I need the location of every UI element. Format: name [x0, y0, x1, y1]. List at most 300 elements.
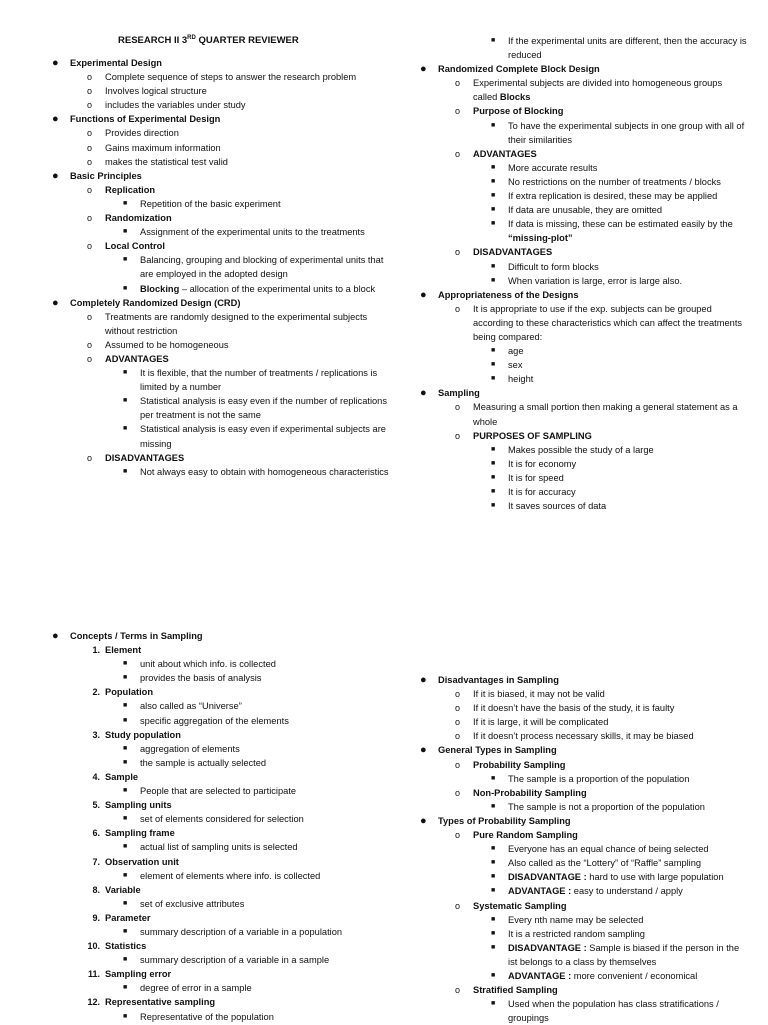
list-item	[50, 770, 390, 784]
item-text: Provides direction	[105, 128, 179, 139]
list-item	[50, 671, 390, 685]
item-heading: Element	[105, 645, 142, 656]
list-item	[50, 422, 390, 450]
item-heading: Study population	[105, 729, 181, 740]
item-text: If data is missing, these can be estimated easily by the	[508, 219, 733, 230]
list-item	[418, 189, 748, 203]
bullet-icon: ■	[123, 467, 128, 475]
bullet-icon: ●	[420, 387, 427, 400]
list-item	[50, 883, 390, 897]
item-text: More accurate results	[508, 162, 598, 173]
list-item	[50, 197, 390, 211]
bullet-icon: o	[455, 717, 461, 728]
list-item	[418, 245, 748, 259]
list-number: 12.	[87, 997, 100, 1008]
item-text: specific aggregation of the elements	[140, 715, 289, 726]
list-item	[418, 927, 748, 941]
bullet-icon: ■	[491, 206, 496, 214]
list-item	[418, 941, 748, 969]
list-item	[418, 870, 748, 884]
item-text: unit about which info. is collected	[140, 659, 276, 670]
list-item	[50, 911, 390, 925]
item-heading: Sampling error	[105, 969, 172, 980]
list-item	[418, 471, 748, 485]
item-heading: ADVANTAGES	[105, 353, 169, 364]
bullet-icon: o	[87, 100, 93, 111]
list-item	[418, 104, 748, 118]
item-heading: Basic Principles	[70, 170, 142, 181]
item-heading: Stratified Sampling	[473, 985, 558, 996]
bullet-icon: ●	[52, 113, 59, 126]
list-item	[418, 62, 748, 76]
item-heading: Non-Probability Sampling	[473, 787, 587, 798]
item-heading: Systematic Sampling	[473, 900, 567, 911]
list-item	[50, 296, 390, 310]
list-item	[50, 657, 390, 671]
bullet-icon: ●	[420, 744, 427, 757]
item-text: Gains maximum information	[105, 142, 221, 153]
list-number: 4.	[92, 771, 100, 782]
bullet-icon: ■	[491, 943, 496, 951]
list-item	[418, 673, 748, 687]
bullet-icon: ●	[52, 57, 59, 69]
item-text: provides the basis of analysis	[140, 673, 262, 684]
list-item	[418, 743, 748, 757]
list-item	[418, 899, 748, 913]
item-text: height	[508, 374, 534, 385]
item-text: It is appropriate to use if the exp. subjects can be grouped according to these characteristics which can affect the treatments being compared:	[473, 303, 743, 342]
item-text: If data are unusable, they are omitted	[508, 205, 663, 216]
bullet-icon: ●	[420, 63, 427, 76]
list-item	[50, 352, 390, 366]
item-heading: Sampling units	[105, 800, 172, 811]
list-item	[418, 302, 748, 344]
item-text: If extra replication is desired, these may be applied	[508, 191, 718, 202]
item-text: It is a restricted random sampling	[508, 928, 645, 939]
column-4	[418, 673, 748, 1025]
bullet-icon: ■	[491, 220, 496, 228]
bullet-icon: o	[455, 689, 461, 700]
item-heading: Functions of Experimental Design	[70, 114, 221, 125]
item-emphasis: Blocks	[499, 92, 531, 103]
item-text: Repetition of the basic experiment	[140, 198, 281, 209]
bullet-icon: ■	[491, 915, 496, 923]
bullet-icon: ■	[123, 199, 128, 207]
list-item	[50, 953, 390, 967]
list-item	[418, 485, 748, 499]
item-text: Balancing, grouping and blocking of experimental units that are employed in the adopted design	[140, 255, 384, 280]
bullet-icon: ■	[491, 1000, 496, 1008]
item-text: summary description of a variable in a sample	[140, 955, 330, 966]
list-item	[418, 217, 748, 245]
item-text: Measuring a small portion then making a general statement as a whole	[473, 402, 738, 427]
bullet-icon: ■	[123, 843, 128, 851]
item-text: The sample is not a proportion of the population	[508, 801, 705, 812]
bullet-icon: ■	[491, 845, 496, 853]
list-item	[50, 826, 390, 840]
bullet-icon: ■	[491, 929, 496, 937]
bullet-icon: o	[455, 787, 461, 798]
item-heading: Sampling	[438, 388, 480, 399]
item-heading: PURPOSES OF SAMPLING	[473, 430, 592, 441]
bullet-icon: o	[87, 72, 93, 83]
bullet-icon: ●	[420, 674, 427, 686]
bullet-icon: o	[455, 78, 461, 89]
item-text: Difficult to form blocks	[508, 261, 599, 272]
bullet-icon: ■	[491, 361, 496, 369]
list-item	[418, 499, 748, 513]
bullet-icon: ■	[491, 177, 496, 185]
bullet-icon: ■	[491, 859, 496, 867]
item-text: If it is large, it will be complicated	[473, 717, 609, 728]
list-item	[418, 828, 748, 842]
list-item	[50, 784, 390, 798]
bullet-icon: ■	[123, 899, 128, 907]
list-item	[418, 687, 748, 701]
list-item	[418, 969, 748, 983]
bullet-icon: ■	[491, 37, 496, 44]
bullet-icon: ■	[491, 121, 496, 129]
bullet-icon: ■	[491, 802, 496, 810]
item-text: No restrictions on the number of treatments / blocks	[508, 176, 721, 187]
bullet-icon: ■	[491, 473, 496, 481]
item-text: Sample is biased if the person in the ist belongs to a class by themselves	[508, 942, 740, 967]
list-item	[418, 344, 748, 358]
item-text: the sample is actually selected	[140, 757, 267, 768]
list-item	[50, 465, 390, 479]
list-number: 11.	[87, 969, 100, 980]
list-item	[418, 913, 748, 927]
list-item	[50, 756, 390, 770]
list-item	[418, 786, 748, 800]
bullet-icon: o	[455, 985, 461, 996]
list-item	[418, 800, 748, 814]
bullet-icon: o	[455, 703, 461, 714]
item-text: It is flexible, that the number of treatments / replications is limited by a number	[140, 368, 378, 393]
list-item	[50, 141, 390, 155]
item-text: If the experimental units are different, then the accuracy is reduced	[508, 36, 747, 61]
bullet-icon: o	[455, 303, 461, 314]
bullet-icon: ■	[123, 397, 128, 405]
bullet-icon: ■	[123, 674, 128, 682]
bullet-icon: o	[455, 106, 461, 117]
item-heading: Concepts / Terms in Sampling	[70, 631, 203, 641]
item-heading: Statistics	[105, 941, 147, 952]
bullet-icon: o	[455, 247, 461, 258]
item-heading: Parameter	[105, 912, 151, 923]
list-item	[418, 758, 748, 772]
list-number: 6.	[92, 828, 100, 839]
bullet-icon: o	[455, 148, 461, 159]
list-item	[50, 310, 390, 338]
item-heading: Randomized Complete Block Design	[438, 64, 600, 75]
bullet-icon: o	[87, 213, 93, 224]
item-text: Also called as the “Lottery” of “Raffle” sampling	[508, 858, 702, 869]
list-item	[418, 772, 748, 786]
list-item	[50, 629, 390, 643]
list-number: 9.	[92, 912, 100, 923]
bullet-icon: ■	[491, 445, 496, 453]
bullet-icon: ■	[491, 192, 496, 200]
list-item	[418, 729, 748, 743]
item-text: Representative of the population	[140, 1011, 274, 1022]
item-text: Involves logical structure	[105, 86, 207, 97]
column-2	[418, 34, 748, 513]
item-text: If it doesn’t process necessary skills, it may be biased	[473, 731, 694, 742]
list-item	[50, 225, 390, 239]
item-text: degree of error in a sample	[140, 983, 252, 994]
item-text: set of elements considered for selection	[140, 814, 304, 825]
list-item	[50, 211, 390, 225]
list-item	[418, 372, 748, 386]
list-item	[418, 715, 748, 729]
list-item	[418, 884, 748, 898]
list-item	[50, 798, 390, 812]
list-item	[418, 814, 748, 828]
item-text: Complete sequence of steps to answer the research problem	[105, 72, 357, 83]
list-item	[50, 685, 390, 699]
item-heading: Experimental Design	[70, 58, 162, 68]
item-text: Used when the population has class stratifications / groupings	[508, 999, 719, 1024]
bullet-icon: o	[455, 430, 461, 441]
item-text: It is for accuracy	[508, 487, 576, 497]
list-item	[50, 925, 390, 939]
bullet-icon: o	[455, 900, 461, 911]
item-heading: General Types in Sampling	[438, 745, 557, 756]
item-text: Assumed to be homogeneous	[105, 339, 229, 350]
bullet-icon: o	[87, 339, 93, 350]
item-heading: Types of Probability Sampling	[438, 815, 571, 826]
bullet-icon: ■	[491, 163, 496, 171]
list-item	[50, 338, 390, 352]
item-heading: Sampling frame	[105, 828, 175, 839]
column-3	[50, 629, 390, 1024]
bullet-icon: ■	[123, 716, 128, 724]
bullet-icon: ■	[491, 887, 496, 895]
item-text: If it doesn’t have the basis of the study, it is faulty	[473, 703, 675, 714]
list-number: 8.	[92, 884, 100, 895]
list-item	[50, 714, 390, 728]
item-heading: Randomization	[105, 213, 172, 224]
list-item	[418, 260, 748, 274]
list-item	[50, 840, 390, 854]
item-heading: DISADVANTAGES	[105, 452, 185, 463]
bullet-icon: ■	[491, 873, 496, 881]
bullet-icon: ■	[491, 262, 496, 270]
item-text: When variation is large, error is large also.	[508, 275, 683, 286]
item-heading: DISADVANTAGE :	[508, 872, 587, 883]
list-item	[50, 155, 390, 169]
list-item	[50, 869, 390, 883]
item-text: Makes possible the study of a large	[508, 444, 654, 455]
bullet-icon: ●	[420, 288, 427, 301]
bullet-icon: ■	[123, 758, 128, 766]
item-heading: Representative sampling	[105, 997, 216, 1008]
bullet-icon: ■	[123, 815, 128, 823]
list-item	[418, 288, 748, 302]
bullet-icon: ■	[123, 228, 128, 236]
item-heading: DISADVANTAGE :	[508, 942, 587, 953]
bullet-icon: o	[455, 402, 461, 413]
item-text: includes the variables under study	[105, 100, 246, 111]
bullet-icon: ■	[123, 956, 128, 964]
item-text: Everyone has an equal chance of being selected	[508, 844, 709, 855]
bullet-icon: ■	[491, 502, 496, 510]
item-heading: Pure Random Sampling	[473, 830, 578, 841]
list-item	[418, 358, 748, 372]
list-item	[50, 70, 390, 84]
item-heading: Replication	[105, 184, 156, 195]
item-text: It is for economy	[508, 458, 577, 469]
list-item	[50, 897, 390, 911]
bullet-icon: ■	[123, 871, 128, 879]
list-item	[50, 451, 390, 465]
item-heading: Purpose of Blocking	[473, 106, 564, 117]
list-item	[50, 282, 390, 296]
list-item	[418, 842, 748, 856]
item-text: sex	[508, 360, 523, 371]
list-item	[50, 183, 390, 197]
list-number: 5.	[92, 800, 100, 811]
bullet-icon: ■	[491, 276, 496, 284]
bullet-icon: ■	[123, 927, 128, 935]
bullet-icon: ■	[123, 284, 128, 292]
bullet-icon: o	[87, 156, 93, 167]
bullet-icon: ■	[123, 256, 128, 264]
item-text: makes the statistical test valid	[105, 156, 228, 167]
list-item	[50, 84, 390, 98]
bullet-icon: ■	[123, 984, 128, 992]
item-heading: Population	[105, 687, 154, 698]
bullet-icon: o	[87, 311, 93, 322]
bullet-icon: ■	[491, 971, 496, 979]
item-text: If it is biased, it may not be valid	[473, 689, 605, 700]
list-item	[50, 394, 390, 422]
item-text: set of exclusive attributes	[140, 898, 245, 909]
page-title: RESEARCH II 3RD QUARTER REVIEWER	[118, 35, 299, 47]
list-item	[418, 856, 748, 870]
list-item	[50, 742, 390, 756]
bullet-icon: o	[87, 142, 93, 153]
bullet-icon: o	[87, 86, 93, 97]
item-heading: Probability Sampling	[473, 759, 566, 770]
list-item	[50, 967, 390, 981]
list-item	[418, 119, 748, 147]
list-item	[418, 429, 748, 443]
list-item	[50, 995, 390, 1009]
list-item	[418, 147, 748, 161]
item-heading: ADVANTAGE :	[508, 970, 572, 981]
item-text: easy to understand / apply	[571, 886, 683, 897]
item-text: Treatments are randomly designed to the experimental subjects without restriction	[105, 311, 368, 336]
item-text: hard to use with large population	[586, 872, 724, 883]
bullet-icon: o	[455, 759, 461, 770]
list-item	[418, 400, 748, 428]
item-text: Not always easy to obtain with homogeneous characteristics	[140, 466, 389, 477]
list-item	[50, 728, 390, 742]
list-item	[50, 239, 390, 253]
list-item	[418, 203, 748, 217]
item-text: also called as “Universe”	[140, 701, 242, 712]
list-item	[418, 457, 748, 471]
item-heading: Local Control	[105, 241, 165, 252]
bullet-icon: ●	[52, 169, 59, 182]
item-heading: Completely Randomized Design (CRD)	[70, 297, 241, 308]
list-item	[418, 997, 748, 1025]
item-text: People that are selected to participate	[140, 786, 297, 797]
bullet-icon: ■	[491, 347, 496, 355]
list-number: 10.	[87, 941, 100, 952]
item-heading: Blocking	[140, 283, 180, 294]
list-number: 7.	[92, 856, 100, 867]
list-item	[50, 126, 390, 140]
bullet-icon: ■	[491, 459, 496, 467]
bullet-icon: o	[87, 241, 93, 252]
item-emphasis: “missing-plot”	[508, 233, 573, 244]
bullet-icon: ■	[123, 787, 128, 795]
list-item	[418, 76, 748, 104]
list-item	[50, 855, 390, 869]
item-heading: Sample	[105, 771, 139, 782]
item-text: To have the experimental subjects in one group with all of their similarities	[508, 120, 745, 145]
item-heading: DISADVANTAGES	[473, 247, 553, 258]
bullet-icon: ■	[491, 774, 496, 782]
list-item	[50, 169, 390, 183]
list-item	[50, 1010, 390, 1024]
list-item	[50, 366, 390, 394]
item-text: Every nth name may be selected	[508, 914, 644, 925]
item-text: Experimental subjects are divided into homogeneous groups called	[473, 78, 723, 103]
list-item	[50, 699, 390, 713]
bullet-icon: o	[87, 128, 93, 139]
bullet-icon: o	[455, 830, 461, 841]
list-item	[418, 443, 748, 457]
item-text: age	[508, 346, 524, 357]
item-text: The sample is a proportion of the population	[508, 773, 690, 784]
item-heading: Observation unit	[105, 856, 179, 867]
list-number: 1.	[92, 645, 100, 656]
bullet-icon: ■	[123, 744, 128, 752]
list-item	[418, 701, 748, 715]
bullet-icon: o	[87, 353, 93, 364]
list-number: 3.	[92, 729, 100, 740]
bullet-icon: ■	[123, 425, 128, 433]
bullet-icon: ●	[52, 296, 59, 309]
list-item	[418, 175, 748, 189]
item-heading: Appropriateness of the Designs	[438, 289, 579, 300]
bullet-icon: ●	[52, 630, 59, 642]
item-text: Assignment of the experimental units to the treatments	[140, 227, 365, 238]
item-text: more convenient / economical	[571, 970, 698, 981]
list-item	[50, 643, 390, 657]
item-heading: ADVANTAGE :	[508, 886, 572, 897]
list-item	[50, 56, 390, 70]
list-item	[50, 939, 390, 953]
list-number: 2.	[92, 687, 100, 698]
column-1	[50, 56, 390, 479]
bullet-icon: ■	[123, 1012, 128, 1020]
item-text: It is for speed	[508, 472, 564, 483]
item-text: Statistical analysis is easy even if the number of replications per treatment is not the same	[140, 396, 388, 421]
item-text: element of elements where info. is collected	[140, 870, 321, 881]
list-item	[50, 98, 390, 112]
list-item	[418, 983, 748, 997]
item-text: actual list of sampling units is selected	[140, 842, 298, 853]
item-heading: ADVANTAGES	[473, 148, 537, 159]
bullet-icon: o	[455, 731, 461, 742]
list-item	[50, 253, 390, 281]
item-text: It saves sources of data	[508, 501, 607, 512]
